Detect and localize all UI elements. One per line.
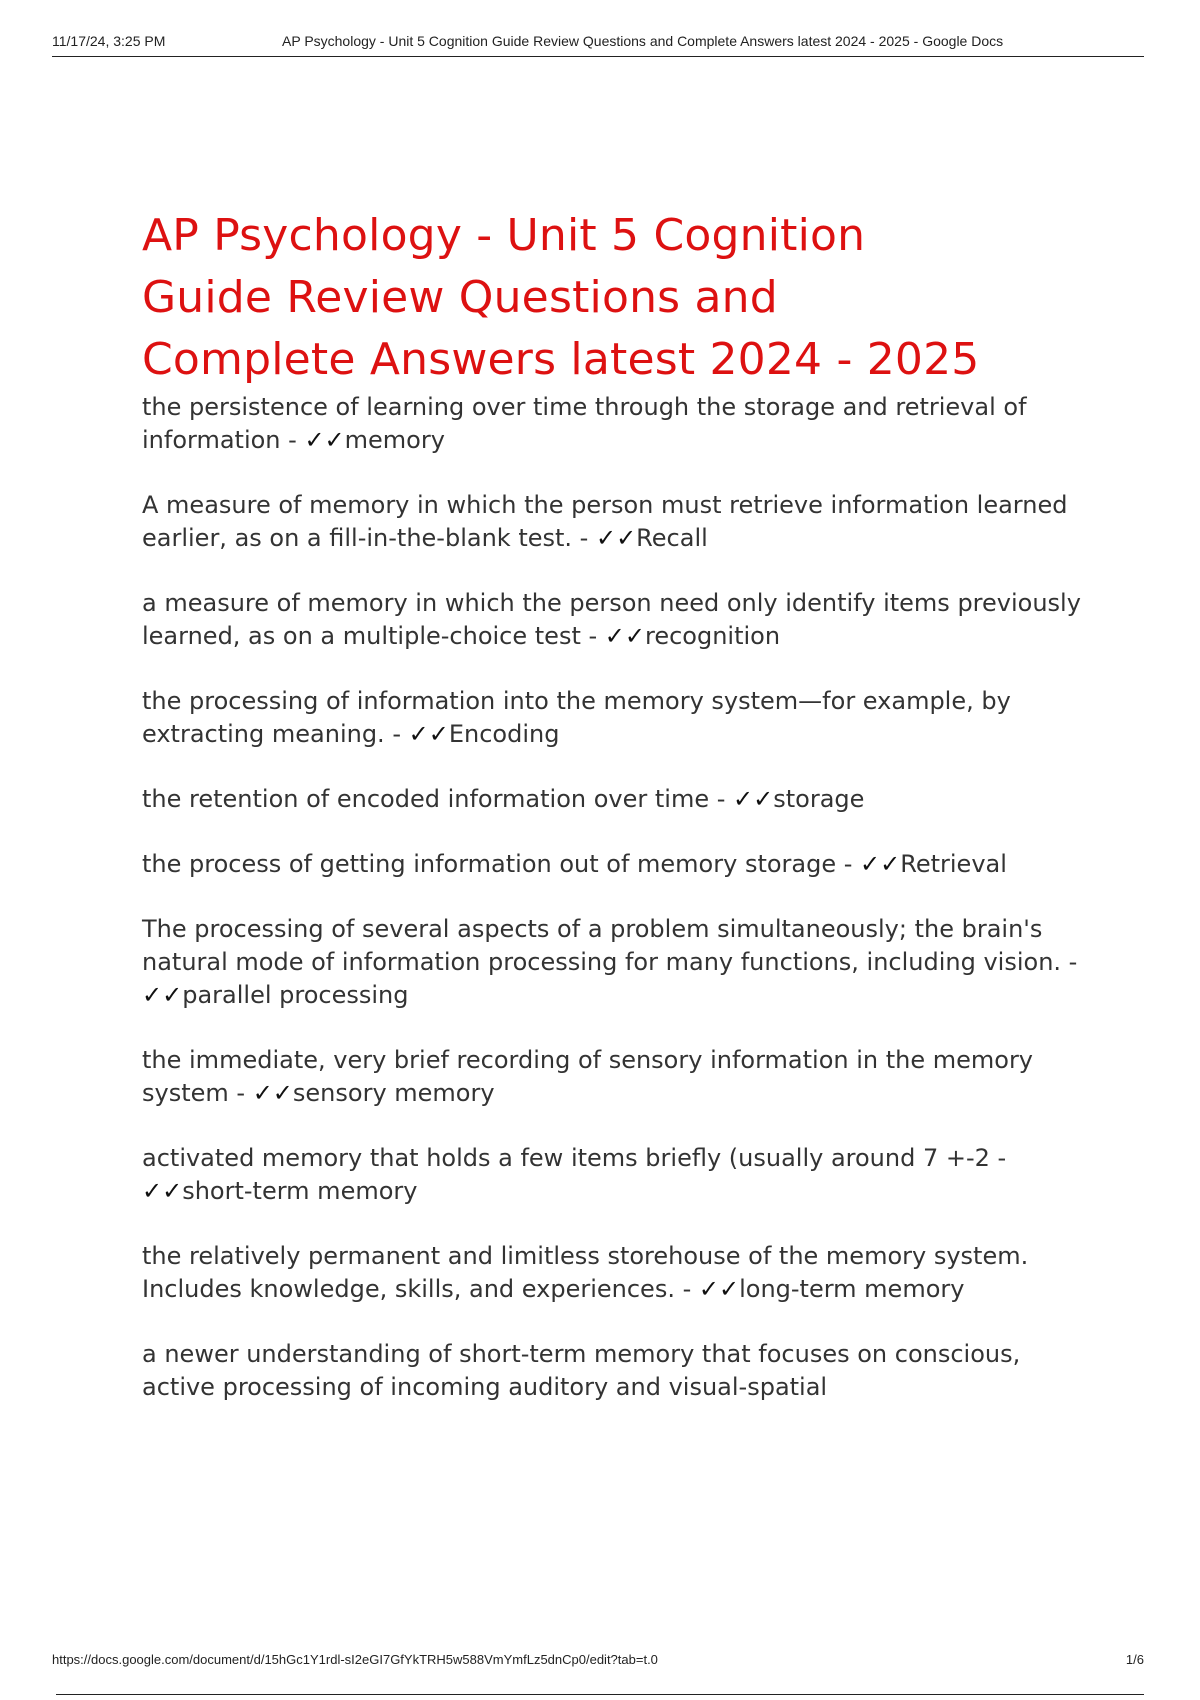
entry-answer: long-term memory	[739, 1275, 965, 1303]
entry-answer: memory	[344, 426, 445, 454]
double-check-icon: ✓✓	[595, 524, 637, 552]
page-number: 1/6	[1125, 1652, 1144, 1667]
entry-question: activated memory that holds a few items briefly (usually around 7 +-2 -	[142, 1144, 1007, 1172]
entry-answer: recognition	[645, 622, 781, 650]
entry-answer: Encoding	[448, 720, 560, 748]
document-title: AP Psychology - Unit 5 Cognition Guide Review Questions and Complete Answers latest 2024 - 2025	[142, 210, 980, 385]
document-body	[142, 205, 1092, 1436]
qa-entry	[142, 848, 1092, 881]
document-url: https://docs.google.com/document/d/15hGc1Y1rdl-sI2eGI7GfYkTRH5w588VmYmfLz5dnCp0/edit?tab=t.0	[52, 1652, 658, 1667]
double-check-icon: ✓✓	[252, 1079, 293, 1107]
entry-answer: storage	[773, 785, 865, 813]
qa-entry	[142, 1142, 1092, 1208]
qa-entry	[142, 489, 1092, 555]
entry-answer: parallel processing	[182, 981, 409, 1009]
entry-answer: short-term memory	[182, 1177, 418, 1205]
entry-answer: Retrieval	[900, 850, 1007, 878]
double-check-icon: ✓✓	[304, 426, 345, 454]
entry-question: a measure of memory in which the person need only identify items previously learned, as on a multiple-choice test -	[142, 589, 1081, 650]
double-check-icon: ✓✓	[860, 850, 901, 878]
qa-entry	[142, 685, 1092, 751]
double-check-icon: ✓✓	[604, 622, 645, 650]
entry-question: The processing of several aspects of a problem simultaneously; the brain's natural mode of information processing for many functions, including vision. -	[142, 915, 1078, 976]
print-date: 11/17/24, 3:25 PM	[52, 33, 166, 49]
entry-question: the retention of encoded information over time -	[142, 785, 734, 813]
double-check-icon: ✓✓	[142, 1177, 183, 1205]
qa-entry	[142, 587, 1092, 653]
qa-entry	[142, 783, 1092, 816]
qa-entry	[142, 1338, 1092, 1404]
entry-question: the process of getting information out of memory storage -	[142, 850, 861, 878]
qa-entry	[142, 1044, 1092, 1110]
entry-question: a newer understanding of short-term memory that focuses on conscious, active processing of incoming auditory and visual-spatial	[142, 1340, 1021, 1401]
entry-answer: Recall	[636, 524, 708, 552]
entry-answer: sensory memory	[292, 1079, 495, 1107]
entry-question: the relatively permanent and limitless storehouse of the memory system. Includes knowledge, skills, and experiences. -	[142, 1242, 1029, 1303]
qa-entry	[142, 1240, 1092, 1306]
double-check-icon: ✓✓	[408, 720, 449, 748]
double-check-icon: ✓✓	[698, 1275, 740, 1303]
qa-entry	[142, 391, 1092, 457]
entry-list	[142, 391, 1092, 1404]
print-header	[52, 30, 1144, 57]
qa-entry	[142, 913, 1092, 1012]
entry-question: A measure of memory in which the person must retrieve information learned earlier, as on a fill-in-the-blank test. -	[142, 491, 1068, 552]
entry-question: the immediate, very brief recording of sensory information in the memory system -	[142, 1046, 1034, 1107]
entry-question: the persistence of learning over time through the storage and retrieval of information -	[142, 393, 1027, 454]
double-check-icon: ✓✓	[142, 981, 183, 1009]
bottom-divider	[56, 1694, 1144, 1695]
double-check-icon: ✓✓	[733, 785, 774, 813]
print-doc-title: AP Psychology - Unit 5 Cognition Guide Review Questions and Complete Answers latest 2024 - 2025 - Google Docs	[282, 33, 1004, 49]
entry-question: the processing of information into the memory system—for example, by extracting meaning. -	[142, 687, 1011, 748]
